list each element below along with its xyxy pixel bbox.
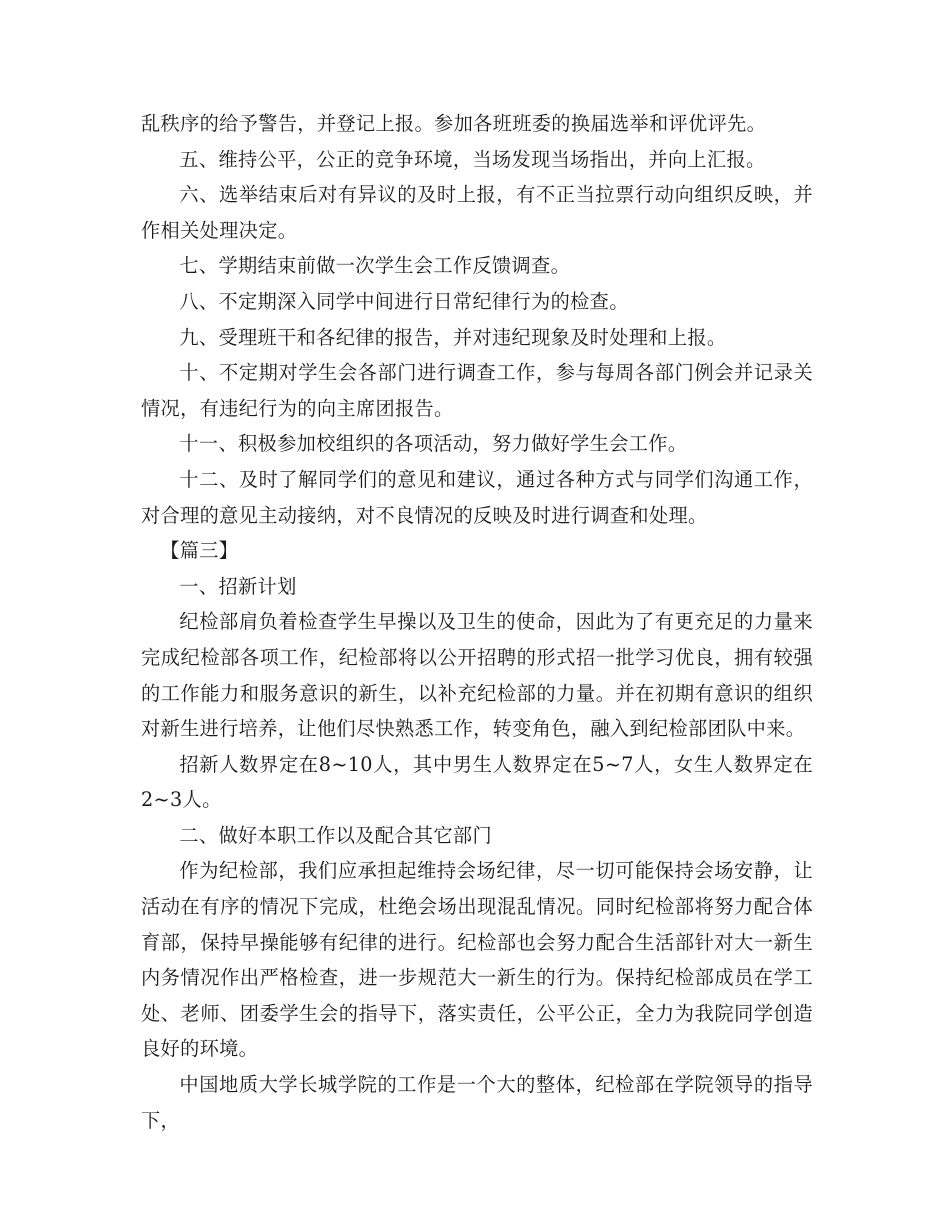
paragraph-item-6: 六、选举结束后对有异议的及时上报，有不正当拉票行动向组织反映，并作相关处理决定。 [141,183,813,242]
paragraph-item-5: 五、维持公平，公正的竞争环境，当场发现当场指出，并向上汇报。 [179,147,766,171]
paragraph-item-10: 十、不定期对学生会各部门进行调查工作，参与每周各部门例会并记录关情况，有违纪行为的向主席团报告。 [141,361,813,420]
paragraph-recruitment-numbers: 招新人数界定在8~10人，其中男生人数界定在5~7人，女生人数界定在2~3人。 [141,752,813,812]
paragraph-recruitment-body: 纪检部肩负着检查学生早操以及卫生的使命，因此为了有更充足的力量来完成纪检部各项工作，纪检部将以公开招聘的形式招一批学习优良，拥有较强的工作能力和服务意识的新生，以补充纪检部的力量。并在初期有意识的组织对新生进行培养，让他们尽快熟悉工作，转变角色，融入到纪检部团队中来。 [141,610,813,741]
subheading-duties: 二、做好本职工作以及配合其它部门 [179,823,492,847]
paragraph-item-11: 十一、积极参加校组织的各项活动，努力做好学生会工作。 [179,432,688,456]
paragraph-item-7: 七、学期结束前做一次学生会工作反馈调查。 [179,254,571,278]
paragraph-duties-body: 作为纪检部，我们应承担起维持会场纪律，尽一切可能保持会场安静，让活动在有序的情况下完成，杜绝会场出现混乱情况。同时纪检部将努力配合体育部，保持早操能够有纪律的进行。纪检部也会努力配合生活部针对大一新生内务情况作出严格检查，进一步规范大一新生的行为。保持纪检部成员在学工处、老师、团委学生会的指导下，落实责任，公平公正，全力为我院同学创造良好的环境。 [141,859,813,1061]
paragraph-item-9: 九、受理班干和各纪律的报告，并对违纪现象及时处理和上报。 [179,325,727,349]
paragraph-closing: 中国地质大学长城学院的工作是一个大的整体，纪检部在学院领导的指导下， [141,1073,813,1132]
paragraph-item-12: 十二、及时了解同学们的意见和建议，通过各种方式与同学们沟通工作，对合理的意见主动接纳，对不良情况的反映及时进行调查和处理。 [141,467,813,527]
paragraph-item-8: 八、不定期深入同学中间进行日常纪律行为的检查。 [179,289,629,313]
section-heading-part-three: 【篇三】 [160,539,239,563]
subheading-recruitment-plan: 一、招新计划 [179,574,297,598]
document-body [141,106,813,1138]
paragraph-continuation: 乱秩序的给予警告，并登记上报。参加各班班委的换届选举和评优评先。 [141,112,767,135]
